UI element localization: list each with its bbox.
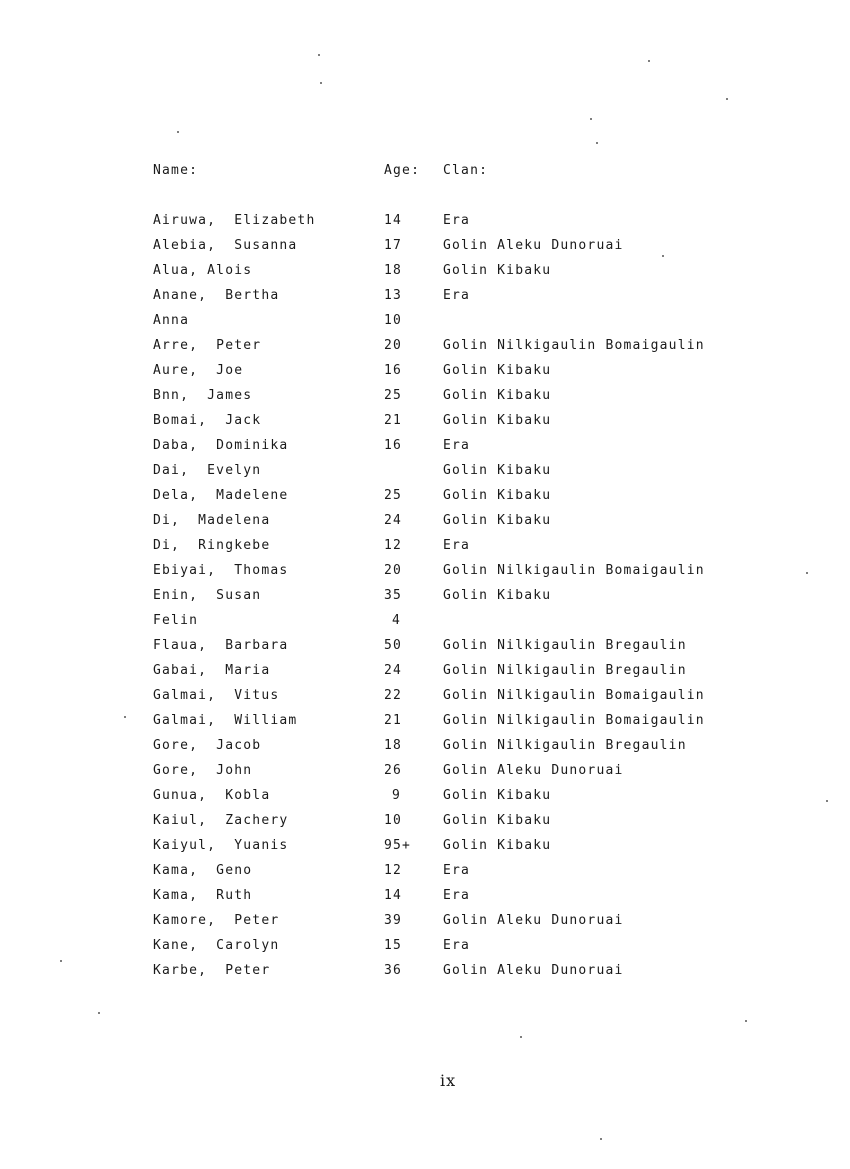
scan-speck bbox=[596, 142, 598, 144]
person-age: 13 bbox=[384, 288, 403, 303]
person-clan: Golin Kibaku bbox=[443, 788, 552, 803]
person-clan: Era bbox=[443, 438, 471, 453]
scan-speck bbox=[648, 60, 650, 62]
person-name: Galmai, Vitus bbox=[153, 688, 280, 703]
person-name: Gabai, Maria bbox=[153, 663, 271, 678]
person-clan: Era bbox=[443, 213, 471, 228]
roster-row bbox=[153, 438, 773, 463]
scan-speck bbox=[98, 1012, 100, 1014]
person-age: 14 bbox=[384, 213, 403, 228]
roster-row bbox=[153, 363, 773, 388]
roster-row bbox=[153, 963, 773, 988]
roster-row bbox=[153, 813, 773, 838]
age-column-header: Age: bbox=[384, 163, 421, 178]
person-age: 10 bbox=[384, 813, 403, 828]
person-name: Galmai, William bbox=[153, 713, 298, 728]
person-name: Di, Ringkebe bbox=[153, 538, 271, 553]
person-name: Alebia, Susanna bbox=[153, 238, 298, 253]
person-age: 24 bbox=[384, 513, 403, 528]
person-name: Kama, Ruth bbox=[153, 888, 253, 903]
person-clan: Golin Kibaku bbox=[443, 413, 552, 428]
roster-row bbox=[153, 588, 773, 613]
person-age: 21 bbox=[384, 413, 403, 428]
person-name: Kane, Carolyn bbox=[153, 938, 280, 953]
person-age: 10 bbox=[384, 313, 403, 328]
person-name: Kaiul, Zachery bbox=[153, 813, 289, 828]
person-age: 18 bbox=[384, 738, 403, 753]
page-number: ix bbox=[440, 1071, 457, 1090]
roster-row bbox=[153, 613, 773, 638]
person-name: Enin, Susan bbox=[153, 588, 262, 603]
person-name: Ebiyai, Thomas bbox=[153, 563, 289, 578]
roster-row bbox=[153, 213, 773, 238]
person-name: Dai, Evelyn bbox=[153, 463, 262, 478]
person-age: 95+ bbox=[384, 838, 412, 853]
scan-speck bbox=[745, 1020, 747, 1022]
roster-row bbox=[153, 663, 773, 688]
roster-row bbox=[153, 688, 773, 713]
person-name: Karbe, Peter bbox=[153, 963, 271, 978]
roster-row bbox=[153, 413, 773, 438]
person-age: 22 bbox=[384, 688, 403, 703]
person-clan: Golin Nilkigaulin Bregaulin bbox=[443, 738, 687, 753]
person-clan: Golin Nilkigaulin Bomaigaulin bbox=[443, 338, 705, 353]
person-name: Daba, Dominika bbox=[153, 438, 289, 453]
column-header-row bbox=[153, 163, 753, 183]
person-name: Di, Madelena bbox=[153, 513, 271, 528]
scan-speck bbox=[806, 572, 808, 574]
person-name: Gunua, Kobla bbox=[153, 788, 271, 803]
person-name: Dela, Madelene bbox=[153, 488, 289, 503]
roster-row bbox=[153, 563, 773, 588]
roster-row bbox=[153, 288, 773, 313]
roster-row bbox=[153, 513, 773, 538]
person-clan: Golin Aleku Dunoruai bbox=[443, 763, 624, 778]
person-clan: Era bbox=[443, 888, 471, 903]
roster-row bbox=[153, 488, 773, 513]
person-clan: Era bbox=[443, 288, 471, 303]
person-name: Kaiyul, Yuanis bbox=[153, 838, 289, 853]
person-age: 12 bbox=[384, 538, 403, 553]
person-age: 16 bbox=[384, 438, 403, 453]
person-name: Airuwa, Elizabeth bbox=[153, 213, 316, 228]
person-age: 25 bbox=[384, 388, 403, 403]
person-age: 35 bbox=[384, 588, 403, 603]
person-clan: Golin Kibaku bbox=[443, 813, 552, 828]
clan-column-header: Clan: bbox=[443, 163, 489, 178]
person-age: 36 bbox=[384, 963, 403, 978]
scan-speck bbox=[520, 1036, 522, 1038]
scan-speck bbox=[826, 800, 828, 802]
person-clan: Golin Kibaku bbox=[443, 388, 552, 403]
scan-speck bbox=[320, 82, 322, 84]
person-clan: Golin Nilkigaulin Bregaulin bbox=[443, 663, 687, 678]
scan-speck bbox=[177, 131, 179, 133]
person-name: Gore, Jacob bbox=[153, 738, 262, 753]
person-clan: Golin Nilkigaulin Bregaulin bbox=[443, 638, 687, 653]
person-name: Felin bbox=[153, 613, 199, 628]
person-name: Flaua, Barbara bbox=[153, 638, 289, 653]
roster-row bbox=[153, 763, 773, 788]
roster-list bbox=[153, 213, 773, 988]
roster-row bbox=[153, 313, 773, 338]
name-column-header: Name: bbox=[153, 163, 199, 178]
person-age: 12 bbox=[384, 863, 403, 878]
person-name: Alua, Alois bbox=[153, 263, 253, 278]
person-name: Kama, Geno bbox=[153, 863, 253, 878]
roster-row bbox=[153, 713, 773, 738]
person-age: 16 bbox=[384, 363, 403, 378]
roster-row bbox=[153, 888, 773, 913]
roster-row bbox=[153, 913, 773, 938]
person-name: Aure, Joe bbox=[153, 363, 244, 378]
scan-speck bbox=[600, 1138, 602, 1140]
roster-row bbox=[153, 538, 773, 563]
person-name: Kamore, Peter bbox=[153, 913, 280, 928]
person-clan: Golin Kibaku bbox=[443, 363, 552, 378]
roster-row bbox=[153, 388, 773, 413]
person-age: 21 bbox=[384, 713, 403, 728]
person-age: 50 bbox=[384, 638, 403, 653]
person-age: 20 bbox=[384, 563, 403, 578]
person-clan: Golin Kibaku bbox=[443, 263, 552, 278]
roster-row bbox=[153, 638, 773, 663]
roster-row bbox=[153, 238, 773, 263]
roster-row bbox=[153, 863, 773, 888]
roster-row bbox=[153, 838, 773, 863]
person-clan: Era bbox=[443, 863, 471, 878]
person-name: Bnn, James bbox=[153, 388, 253, 403]
scan-speck bbox=[60, 960, 62, 962]
person-clan: Golin Nilkigaulin Bomaigaulin bbox=[443, 563, 705, 578]
person-name: Arre, Peter bbox=[153, 338, 262, 353]
scan-speck bbox=[590, 118, 592, 120]
roster-row bbox=[153, 463, 773, 488]
person-clan: Era bbox=[443, 938, 471, 953]
person-age: 18 bbox=[384, 263, 403, 278]
person-age: 24 bbox=[384, 663, 403, 678]
person-age: 9 bbox=[392, 788, 402, 803]
person-name: Anna bbox=[153, 313, 190, 328]
person-age: 20 bbox=[384, 338, 403, 353]
person-clan: Golin Kibaku bbox=[443, 838, 552, 853]
person-clan: Golin Kibaku bbox=[443, 463, 552, 478]
person-name: Anane, Bertha bbox=[153, 288, 280, 303]
person-age: 25 bbox=[384, 488, 403, 503]
roster-row bbox=[153, 738, 773, 763]
person-age: 17 bbox=[384, 238, 403, 253]
person-clan: Golin Aleku Dunoruai bbox=[443, 963, 624, 978]
person-clan: Golin Kibaku bbox=[443, 513, 552, 528]
roster-row bbox=[153, 338, 773, 363]
person-age: 15 bbox=[384, 938, 403, 953]
person-age: 4 bbox=[392, 613, 402, 628]
person-clan: Golin Aleku Dunoruai bbox=[443, 238, 624, 253]
scan-speck bbox=[726, 98, 728, 100]
person-clan: Era bbox=[443, 538, 471, 553]
person-clan: Golin Aleku Dunoruai bbox=[443, 913, 624, 928]
person-name: Bomai, Jack bbox=[153, 413, 262, 428]
roster-row bbox=[153, 938, 773, 963]
person-clan: Golin Kibaku bbox=[443, 488, 552, 503]
scan-speck bbox=[124, 716, 126, 718]
person-clan: Golin Nilkigaulin Bomaigaulin bbox=[443, 713, 705, 728]
person-age: 14 bbox=[384, 888, 403, 903]
person-age: 26 bbox=[384, 763, 403, 778]
person-clan: Golin Kibaku bbox=[443, 588, 552, 603]
person-clan: Golin Nilkigaulin Bomaigaulin bbox=[443, 688, 705, 703]
person-age: 39 bbox=[384, 913, 403, 928]
person-name: Gore, John bbox=[153, 763, 253, 778]
scan-speck bbox=[318, 54, 320, 56]
roster-row bbox=[153, 263, 773, 288]
roster-row bbox=[153, 788, 773, 813]
